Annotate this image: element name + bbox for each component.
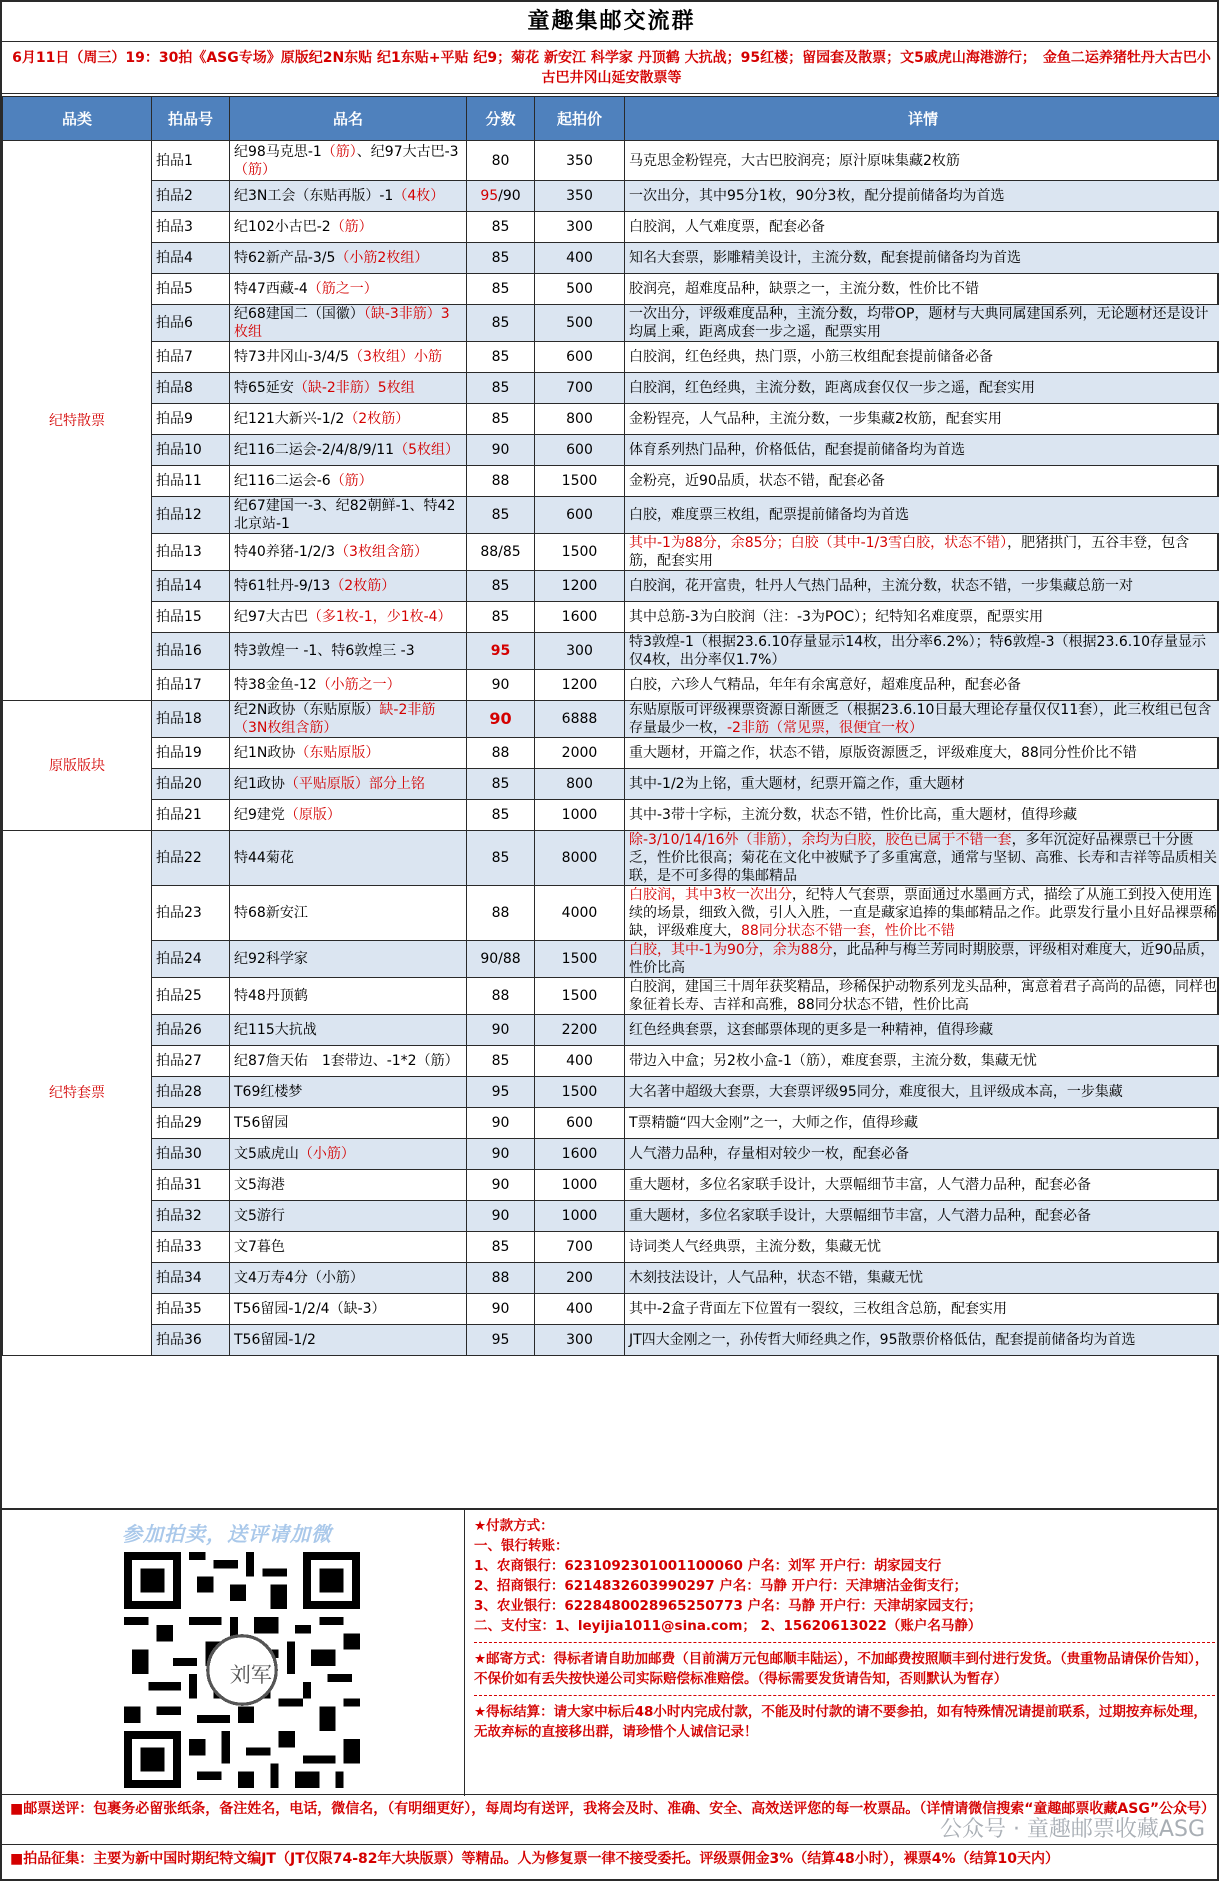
start-price: 1200 — [535, 571, 625, 602]
start-price: 1600 — [535, 1139, 625, 1170]
item-details: 一次出分，其中95分1枚，90分3枚，配分提前储备均为首选 — [625, 181, 1219, 212]
lot-number: 拍品29 — [152, 1108, 230, 1139]
lot-number: 拍品4 — [152, 243, 230, 274]
lot-number: 拍品33 — [152, 1232, 230, 1263]
grade-score: 85 — [467, 1046, 535, 1077]
lot-number: 拍品24 — [152, 941, 230, 978]
grade-score: 80 — [467, 141, 535, 181]
grade-score: 90 — [467, 1108, 535, 1139]
grade-score: 85 — [467, 243, 535, 274]
lot-number: 拍品35 — [152, 1294, 230, 1325]
start-price: 700 — [535, 1232, 625, 1263]
shipping-policy: ★邮寄方式：得标者请自助加邮费（目前满万元包邮顺丰陆运），不加邮费按照顺丰到付进行发货。（贵重物品请保价告知），不保价如有丢失按快递公司实际赔偿标准赔偿。（得标需要发货请告知，否则默认为暂存） — [474, 1649, 1215, 1689]
lot-number: 拍品19 — [152, 738, 230, 769]
lot-number: 拍品36 — [152, 1325, 230, 1356]
lot-number: 拍品30 — [152, 1139, 230, 1170]
item-details: 金粉锃亮，人气品种，主流分数，一步集藏2枚筋，配套实用 — [625, 404, 1219, 435]
lot-number: 拍品16 — [152, 633, 230, 670]
lot-number: 拍品34 — [152, 1263, 230, 1294]
table-row — [3, 831, 1219, 886]
start-price: 700 — [535, 373, 625, 404]
table-row — [3, 738, 1219, 769]
start-price: 300 — [535, 633, 625, 670]
table-row — [3, 212, 1219, 243]
lot-number: 拍品6 — [152, 305, 230, 342]
item-name: 纪1N政协（东贴原版） — [230, 738, 467, 769]
start-price: 600 — [535, 497, 625, 534]
header-item-name: 品名 — [230, 97, 467, 141]
item-name: 纪67建国一-3、纪82朝鲜-1、特42北京站-1 — [230, 497, 467, 534]
start-price: 4000 — [535, 886, 625, 941]
start-price: 200 — [535, 1263, 625, 1294]
grade-score: 88 — [467, 1263, 535, 1294]
item-name: 特62新产品-3/5（小筋2枚组） — [230, 243, 467, 274]
grade-score: 85 — [467, 342, 535, 373]
start-price: 1000 — [535, 1201, 625, 1232]
auction-announcement: 6月11日（周三）19：30拍《ASG专场》原版纪2N东贴 纪1东贴+平贴 纪9；菊花 新安江 科学家 丹顶鹤 大抗战；95红楼；留园套及散票；文5戚虎山海港游行； 金鱼二运养猪牡丹大古巴小古巴井冈山延安散票等 — [2, 42, 1219, 94]
grade-score: 85 — [467, 769, 535, 800]
item-name: 纪102小古巴-2（筋） — [230, 212, 467, 243]
start-price: 1600 — [535, 602, 625, 633]
grade-score: 88 — [467, 978, 535, 1015]
category-cell: 原版版块 — [3, 701, 152, 831]
grade-score: 88 — [467, 466, 535, 497]
bank-transfer-heading: 一、银行转账： — [474, 1536, 1215, 1556]
item-name: 文7暮色 — [230, 1232, 467, 1263]
item-name: T56留园-1/2/4（缺-3） — [230, 1294, 467, 1325]
table-row — [3, 534, 1219, 571]
divider — [474, 1642, 1215, 1643]
item-details: 其中总筋-3为白胶润（注：-3为POC）；纪特知名难度票，配票实用 — [625, 602, 1219, 633]
lot-number: 拍品14 — [152, 571, 230, 602]
consignment-note: ■拍品征集：主要为新中国时期纪特文编JT（JT仅限74-82年大块版票）等精品。人为修复票一律不接受委托。评级票佣金3%（结算48小时），裸票4%（结算10天内） — [2, 1844, 1219, 1883]
lot-number: 拍品17 — [152, 670, 230, 701]
item-name: 特38金鱼-12（小筋之一） — [230, 670, 467, 701]
grade-score: 88 — [467, 738, 535, 769]
item-name: 纪87詹天佑 1套带边、-1*2（筋） — [230, 1046, 467, 1077]
lot-number: 拍品15 — [152, 602, 230, 633]
item-details: 一次出分，评级难度品种，主流分数，均带OP，题材与大典同属建国系列，无论题材还是设计均属上乘，距离成套一步之遥，配票实用 — [625, 305, 1219, 342]
item-name: 纪1政协（平贴原版）部分上铭 — [230, 769, 467, 800]
payment-heading: ★付款方式： — [474, 1516, 1215, 1536]
table-row — [3, 1139, 1219, 1170]
item-name: 纪116二运会-2/4/8/9/11（5枚组） — [230, 435, 467, 466]
table-header-row — [3, 97, 1219, 141]
item-name: T69红楼梦 — [230, 1077, 467, 1108]
item-details: T票精髓“四大金刚”之一，大师之作，值得珍藏 — [625, 1108, 1219, 1139]
table-row — [3, 1170, 1219, 1201]
table-row — [3, 181, 1219, 212]
table-row — [3, 602, 1219, 633]
item-name: 文4万寿4分（小筋） — [230, 1263, 467, 1294]
header-category: 品类 — [3, 97, 152, 141]
item-name: 文5游行 — [230, 1201, 467, 1232]
table-row — [3, 342, 1219, 373]
grade-score: 85 — [467, 571, 535, 602]
table-row — [3, 141, 1219, 181]
grade-score: 95 — [467, 633, 535, 670]
start-price: 600 — [535, 1108, 625, 1139]
table-row — [3, 305, 1219, 342]
start-price: 800 — [535, 404, 625, 435]
item-name: 特73井冈山-3/4/5（3枚组）小筋 — [230, 342, 467, 373]
table-row — [3, 1325, 1219, 1356]
table-row — [3, 466, 1219, 497]
start-price: 1500 — [535, 1077, 625, 1108]
start-price: 800 — [535, 769, 625, 800]
header-start-price: 起拍价 — [535, 97, 625, 141]
start-price: 500 — [535, 274, 625, 305]
grade-score: 85 — [467, 1232, 535, 1263]
qr-center-stamp: 刘军 — [230, 1662, 272, 1687]
item-name: 特48丹顶鹤 — [230, 978, 467, 1015]
header-details: 详情 — [625, 97, 1219, 141]
start-price: 350 — [535, 181, 625, 212]
start-price: 300 — [535, 1325, 625, 1356]
start-price: 600 — [535, 342, 625, 373]
table-row — [3, 633, 1219, 670]
start-price: 1000 — [535, 1170, 625, 1201]
item-name: 纪3N工会（东贴再版）-1（4枚） — [230, 181, 467, 212]
table-row — [3, 497, 1219, 534]
grade-score: 85 — [467, 305, 535, 342]
start-price: 2200 — [535, 1015, 625, 1046]
bank-account-2: 2、招商银行：6214832603990297 户名：马静 开户行：天津塘沽金街支行； — [474, 1576, 1215, 1596]
category-cell: 纪特散票 — [3, 141, 152, 701]
grade-score: 95 — [467, 1325, 535, 1356]
lot-number: 拍品22 — [152, 831, 230, 886]
item-name: 文5海港 — [230, 1170, 467, 1201]
category-cell: 纪特套票 — [3, 831, 152, 1356]
start-price: 1200 — [535, 670, 625, 701]
item-details: 白胶，难度票三枚组，配票提前储备均为首选 — [625, 497, 1219, 534]
divider — [474, 1695, 1215, 1696]
item-name: 特44菊花 — [230, 831, 467, 886]
lot-number: 拍品27 — [152, 1046, 230, 1077]
start-price: 500 — [535, 305, 625, 342]
lot-number: 拍品11 — [152, 466, 230, 497]
grade-score: 90 — [467, 1294, 535, 1325]
grade-score: 95 — [467, 1077, 535, 1108]
item-details: 知名大套票，影雕精美设计，主流分数，配套提前储备均为首选 — [625, 243, 1219, 274]
qr-panel — [2, 1510, 465, 1796]
table-row — [3, 404, 1219, 435]
item-details: 重大题材，开篇之作，状态不错，原版资源匮乏，评级难度大，88同分性价比不错 — [625, 738, 1219, 769]
auction-table — [2, 96, 1219, 1356]
header-score: 分数 — [467, 97, 535, 141]
lot-number: 拍品10 — [152, 435, 230, 466]
start-price: 6888 — [535, 701, 625, 738]
table-row — [3, 1108, 1219, 1139]
item-details: 白胶，六珍人气精品，年年有余寓意好，超难度品种，配套必备 — [625, 670, 1219, 701]
grading-service-note: ■邮票送评：包裹务必留张纸条，备注姓名，电话，微信名，（有明细更好），每周均有送评，我将会及时、准确、安全、高效送评您的每一枚票品。（详情请微信搜索“童趣邮票收藏ASG”公众号） — [2, 1794, 1219, 1844]
item-details: 白胶润，建国三十周年获奖精品，珍稀保护动物系列龙头品种，寓意着君子高尚的品德，同样也象征着长寿、吉祥和高雅，88同分状态不错，性价比高 — [625, 978, 1219, 1015]
grade-score: 85 — [467, 602, 535, 633]
lot-number: 拍品3 — [152, 212, 230, 243]
item-details: 其中-2盒子背面左下位置有一裂纹，三枚组含总筋，配套实用 — [625, 1294, 1219, 1325]
item-name: 纪2N政协（东贴原版）缺-2非筋（3N枚组含筋） — [230, 701, 467, 738]
grade-score: 90 — [467, 1170, 535, 1201]
item-details: 重大题材，多位名家联手设计，大票幅细节丰富，人气潜力品种，配套必备 — [625, 1170, 1219, 1201]
item-details: 红色经典套票，这套邮票体现的更多是一种精神，值得珍藏 — [625, 1015, 1219, 1046]
table-row — [3, 800, 1219, 831]
lot-number: 拍品5 — [152, 274, 230, 305]
start-price: 1500 — [535, 534, 625, 571]
lot-number: 拍品21 — [152, 800, 230, 831]
item-details: 除-3/10/14/16外（非筋），余均为白胶，胶色已属于不错一套，多年沉淀好品裸票已十分匮乏，性价比很高；菊花在文化中被赋予了多重寓意，通常与坚韧、高雅、长寿和吉祥等品质相关联，是不可多得的集邮精品 — [625, 831, 1219, 886]
table-row — [3, 1046, 1219, 1077]
item-details: 马克思金粉锃亮，大古巴胶润亮；原汁原味集藏2枚筋 — [625, 141, 1219, 181]
item-details: 东贴原版可评级裸票资源日渐匮乏（根据23.6.10日最大理论存量仅仅11套），此三枚组已包含存量最少一枚，-2非筋（常见票，很便宜一枚） — [625, 701, 1219, 738]
wechat-qr-code — [122, 1552, 362, 1788]
item-details: 白胶，其中-1为90分，余为88分，此品种与梅兰芳同时期胶票，评级相对难度大，近90品质，性价比高 — [625, 941, 1219, 978]
alipay-account: 二、支付宝：1、leyijia1011@sina.com； 2、15620613022（账户名马静） — [474, 1616, 1215, 1636]
item-name: 特47西藏-4（筋之一） — [230, 274, 467, 305]
item-details: JT四大金刚之一，孙传哲大师经典之作，95散票价格低估，配套提前储备均为首选 — [625, 1325, 1219, 1356]
start-price: 600 — [535, 435, 625, 466]
item-name: 特65延安（缺-2非筋）5枚组 — [230, 373, 467, 404]
start-price: 8000 — [535, 831, 625, 886]
item-details: 诗词类人气经典票，主流分数，集藏无忧 — [625, 1232, 1219, 1263]
table-row — [3, 1015, 1219, 1046]
table-row — [3, 1232, 1219, 1263]
item-details: 人气潜力品种，存量相对较少一枚，配套必备 — [625, 1139, 1219, 1170]
grade-score: 88/85 — [467, 534, 535, 571]
lot-number: 拍品20 — [152, 769, 230, 800]
item-details: 其中-1/2为上铭，重大题材，纪票开篇之作，重大题材 — [625, 769, 1219, 800]
start-price: 1500 — [535, 941, 625, 978]
page-title: 童趣集邮交流群 — [2, 2, 1219, 42]
grade-score: 85 — [467, 831, 535, 886]
start-price: 400 — [535, 1294, 625, 1325]
lot-number: 拍品13 — [152, 534, 230, 571]
item-details: 其中-3带十字标，主流分数，状态不错，性价比高，重大题材，值得珍藏 — [625, 800, 1219, 831]
lot-number: 拍品23 — [152, 886, 230, 941]
lot-number: 拍品31 — [152, 1170, 230, 1201]
grade-score: 85 — [467, 497, 535, 534]
table-row — [3, 886, 1219, 941]
lot-number: 拍品9 — [152, 404, 230, 435]
grade-score: 90 — [467, 1015, 535, 1046]
item-details: 带边入中盒；另2枚小盒-1（筋），难度套票，主流分数，集藏无忧 — [625, 1046, 1219, 1077]
lot-number: 拍品26 — [152, 1015, 230, 1046]
start-price: 300 — [535, 212, 625, 243]
item-details: 重大题材，多位名家联手设计，大票幅细节丰富，人气潜力品种，配套必备 — [625, 1201, 1219, 1232]
lot-number: 拍品2 — [152, 181, 230, 212]
start-price: 400 — [535, 1046, 625, 1077]
table-row — [3, 373, 1219, 404]
start-price: 1000 — [535, 800, 625, 831]
item-details: 白胶润，红色经典，主流分数，距离成套仅仅一步之遥，配套实用 — [625, 373, 1219, 404]
grade-score: 95/90 — [467, 181, 535, 212]
item-details: 木刻技法设计，人气品种，状态不错，集藏无忧 — [625, 1263, 1219, 1294]
grade-score: 90 — [467, 1139, 535, 1170]
start-price: 1500 — [535, 978, 625, 1015]
item-name: T56留园 — [230, 1108, 467, 1139]
grade-score: 85 — [467, 274, 535, 305]
item-details: 白胶润，其中3枚一次出分，纪特人气套票，票面通过水墨画方式，描绘了从施工到投入使用连续的场景，细致入微，引人入胜，一直是藏家追捧的集邮精品之作。此票发行量小且好品裸票稀缺，评级难度大，88同分状态不错一套，性价比不错 — [625, 886, 1219, 941]
table-row — [3, 571, 1219, 602]
grade-score: 90/88 — [467, 941, 535, 978]
item-name: 纪98马克思-1（筋）、纪97大古巴-3（筋） — [230, 141, 467, 181]
settlement-policy: ★得标结算：请大家中标后48小时内完成付款，不能及时付款的请不要参拍，如有特殊情况请提前联系，过期按弃标处理，无故弃标的直接移出群，请珍惜个人诚信记录！ — [474, 1702, 1215, 1742]
table-row — [3, 435, 1219, 466]
lot-number: 拍品32 — [152, 1201, 230, 1232]
item-details: 白胶润，花开富贵，牡丹人气热门品种，主流分数，状态不错，一步集藏总筋一对 — [625, 571, 1219, 602]
table-row — [3, 769, 1219, 800]
lot-number: 拍品25 — [152, 978, 230, 1015]
item-name: 特61牡丹-9/13（2枚筋） — [230, 571, 467, 602]
start-price: 1500 — [535, 466, 625, 497]
item-details: 金粉亮，近90品质，状态不错，配套必备 — [625, 466, 1219, 497]
lot-number: 拍品7 — [152, 342, 230, 373]
table-row — [3, 243, 1219, 274]
table-row — [3, 274, 1219, 305]
bank-account-3: 3、农业银行：6228480028965250773 户名：马静 开户行：天津胡家园支行； — [474, 1596, 1215, 1616]
item-details: 白胶润，红色经典，热门票，小筋三枚组配套提前储备必备 — [625, 342, 1219, 373]
item-details: 体育系列热门品种，价格低估，配套提前储备均为首选 — [625, 435, 1219, 466]
item-name: 纪92科学家 — [230, 941, 467, 978]
item-details: 白胶润，人气难度票，配套必备 — [625, 212, 1219, 243]
grade-score: 85 — [467, 404, 535, 435]
item-name: 纪97大古巴（多1枚-1，少1枚-4） — [230, 602, 467, 633]
item-name: 特68新安江 — [230, 886, 467, 941]
item-name: 特40养猪-1/2/3（3枚组含筋） — [230, 534, 467, 571]
payment-panel — [468, 1510, 1219, 1796]
item-name: 纪116二运会-6（筋） — [230, 466, 467, 497]
item-name: 特3敦煌一 -1、特6敦煌三 -3 — [230, 633, 467, 670]
bank-account-1: 1、农商银行：6231092301001100060 户名：刘军 开户行：胡家园支行 — [474, 1556, 1215, 1576]
lot-number: 拍品8 — [152, 373, 230, 404]
item-name: T56留园-1/2 — [230, 1325, 467, 1356]
table-row — [3, 670, 1219, 701]
table-row — [3, 978, 1219, 1015]
grade-score: 85 — [467, 373, 535, 404]
lot-number: 拍品1 — [152, 141, 230, 181]
table-row — [3, 1263, 1219, 1294]
lot-number: 拍品28 — [152, 1077, 230, 1108]
auction-table-body — [3, 141, 1219, 1356]
grade-score: 88 — [467, 886, 535, 941]
watermark: 公众号 · 童趣邮票收藏ASG — [940, 1812, 1205, 1843]
start-price: 350 — [535, 141, 625, 181]
item-name: 纪9建党（原版） — [230, 800, 467, 831]
qr-title: 参加拍卖，送评请加微 — [122, 1518, 332, 1547]
lot-number: 拍品18 — [152, 701, 230, 738]
grade-score: 90 — [467, 701, 535, 738]
item-details: 特3敦煌-1（根据23.6.10存量显示14枚，出分率6.2%）；特6敦煌-3（根据23.6.10存量显示仅4枚，出分率仅1.7%） — [625, 633, 1219, 670]
item-details: 胶润亮，超难度品种，缺票之一，主流分数，性价比不错 — [625, 274, 1219, 305]
item-details: 其中-1为88分，余85分；白胶（其中-1/3雪白胶，状态不错），肥猪拱门，五谷丰登，包含筋，配套实用 — [625, 534, 1219, 571]
grade-score: 85 — [467, 212, 535, 243]
start-price: 400 — [535, 243, 625, 274]
grade-score: 85 — [467, 800, 535, 831]
footer-section — [2, 1508, 1219, 1794]
table-row — [3, 1294, 1219, 1325]
item-name: 纪115大抗战 — [230, 1015, 467, 1046]
header-lot-number: 拍品号 — [152, 97, 230, 141]
start-price: 2000 — [535, 738, 625, 769]
grade-score: 90 — [467, 670, 535, 701]
item-details: 大名著中超级大套票，大套票评级95同分，难度很大，且评级成本高，一步集藏 — [625, 1077, 1219, 1108]
item-name: 纪121大新兴-1/2（2枚筋） — [230, 404, 467, 435]
grade-score: 90 — [467, 435, 535, 466]
table-row — [3, 1077, 1219, 1108]
lot-number: 拍品12 — [152, 497, 230, 534]
grade-score: 90 — [467, 1201, 535, 1232]
item-name: 文5戚虎山（小筋） — [230, 1139, 467, 1170]
item-name: 纪68建国二（国徽）（缺-3非筋）3枚组 — [230, 305, 467, 342]
table-row — [3, 701, 1219, 738]
table-row — [3, 941, 1219, 978]
table-row — [3, 1201, 1219, 1232]
